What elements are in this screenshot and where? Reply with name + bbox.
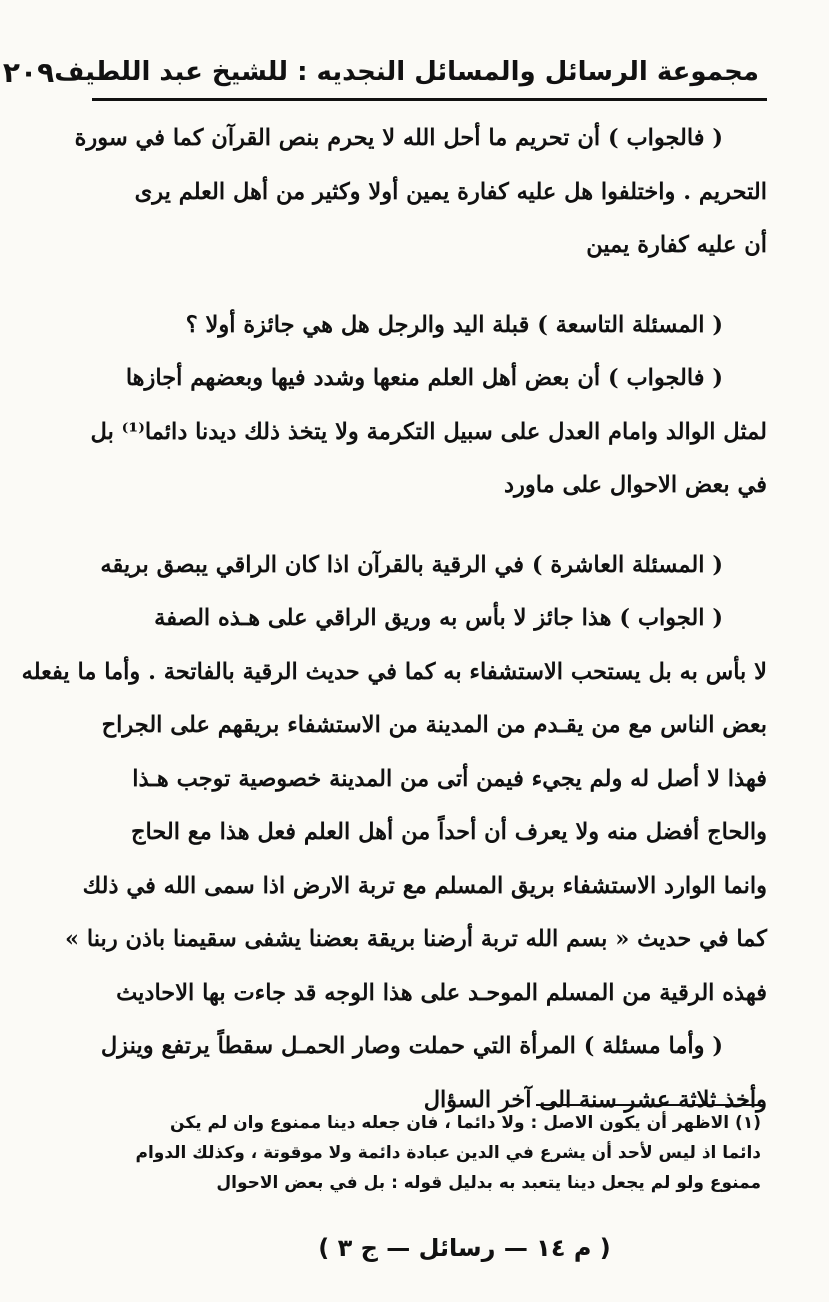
question-heading: ( المسئلة التاسعة ) قبلة اليد والرجل هل هي جائزة أولا ؟ <box>185 311 723 338</box>
page-header <box>2 52 759 92</box>
text-line: ( فالجواب ) أن تحريم ما أحل الله لا يحرم بنص القرآن كما في سورة <box>74 125 723 151</box>
footnote <box>112 1108 761 1198</box>
text-line: التحريم . واختلفوا هل عليه كفارة يمين أولا وكثير من أهل العلم يرى <box>134 178 767 205</box>
text-line: بعض الناس مع من يقـدم من المدينة من الاستشفاء بريقهم على الجراح <box>101 712 767 738</box>
footnote-divider <box>536 1104 765 1106</box>
running-title: مجموعة الرسائل والمسائل النجديه : للشيخ عبد اللطيف <box>54 57 759 87</box>
text-line: والحاج أفضل منه ولا يعرف أن أحداً من أهل العلم فعل هذا مع الحاج <box>130 819 767 845</box>
question-heading: ( المسئلة العاشرة ) في الرقية بالقرآن اذا كان الراقي يبصق بريقه <box>100 551 723 578</box>
text-line: فهذه الرقية من المسلم الموحـد على هذا الوجه قد جاءت بها الاحاديث <box>116 979 767 1006</box>
footnote-line: (١) الاظهر أن يكون الاصل : ولا دائما ، فان جعله دينا ممنوع وان لم يكن <box>170 1113 761 1133</box>
footnote-line: دائما اذ ليس لأحد أن يشرع في الدين عبادة دائمة ولا موقوتة ، وكذلك الدوام <box>135 1143 761 1163</box>
main-text <box>21 112 767 1127</box>
text-line: أن عليه كفارة يمين <box>586 232 767 258</box>
text-line: ( الجواب ) هذا جائز لا بأس به وريق الراقي على هـذه الصفة <box>154 605 723 631</box>
text-line: في بعض الاحوال على ماورد <box>503 472 767 498</box>
page-number: ٢٠٩ <box>2 55 55 89</box>
text-line: فهذا لا أصل له ولم يجيء فيمن أتى من المدينة خصوصية توجب هـذا <box>132 765 767 792</box>
header-divider <box>92 98 767 101</box>
paragraph-gap <box>108 513 767 539</box>
text-line: لا بأس به بل يستحب الاستشفاء به كما في حديث الرقية بالفاتحة . وأما ما يفعله <box>21 658 767 685</box>
footnote-line: ممنوع ولو لم يجعل دينا يتعبد به بدليل قوله : بل في بعض الاحوال <box>216 1173 761 1193</box>
text-line: كما في حديث « بسم الله تربة أرضنا بريقة بعضنا يشفى سقيمنا باذن ربنا » <box>65 926 767 952</box>
printer-signature: ( م ١٤ — رسائل — ج ٣ ) <box>318 1234 611 1262</box>
text-line: لمثل الوالد وامام العدل على سبيل التكرمة ولا يتخذ ذلك ديدنا دائما⁽¹⁾ بل <box>90 418 767 445</box>
paragraph-gap <box>108 273 767 299</box>
text-line: ( فالجواب ) أن بعض أهل العلم منعها وشدد فيها وبعضهم أجازها <box>125 365 723 391</box>
text-line: وأخذ ثلاثة عشر سنة الى آخر السؤال <box>423 1086 767 1113</box>
text-line: ( وأما مسئلة ) المرأة التي حملت وصار الحمـل سقطاً يرتفع وينزل <box>100 1033 723 1059</box>
text-line: وانما الوارد الاستشفاء بريق المسلم مع تربة الارض اذا سمى الله في ذلك <box>82 872 767 899</box>
